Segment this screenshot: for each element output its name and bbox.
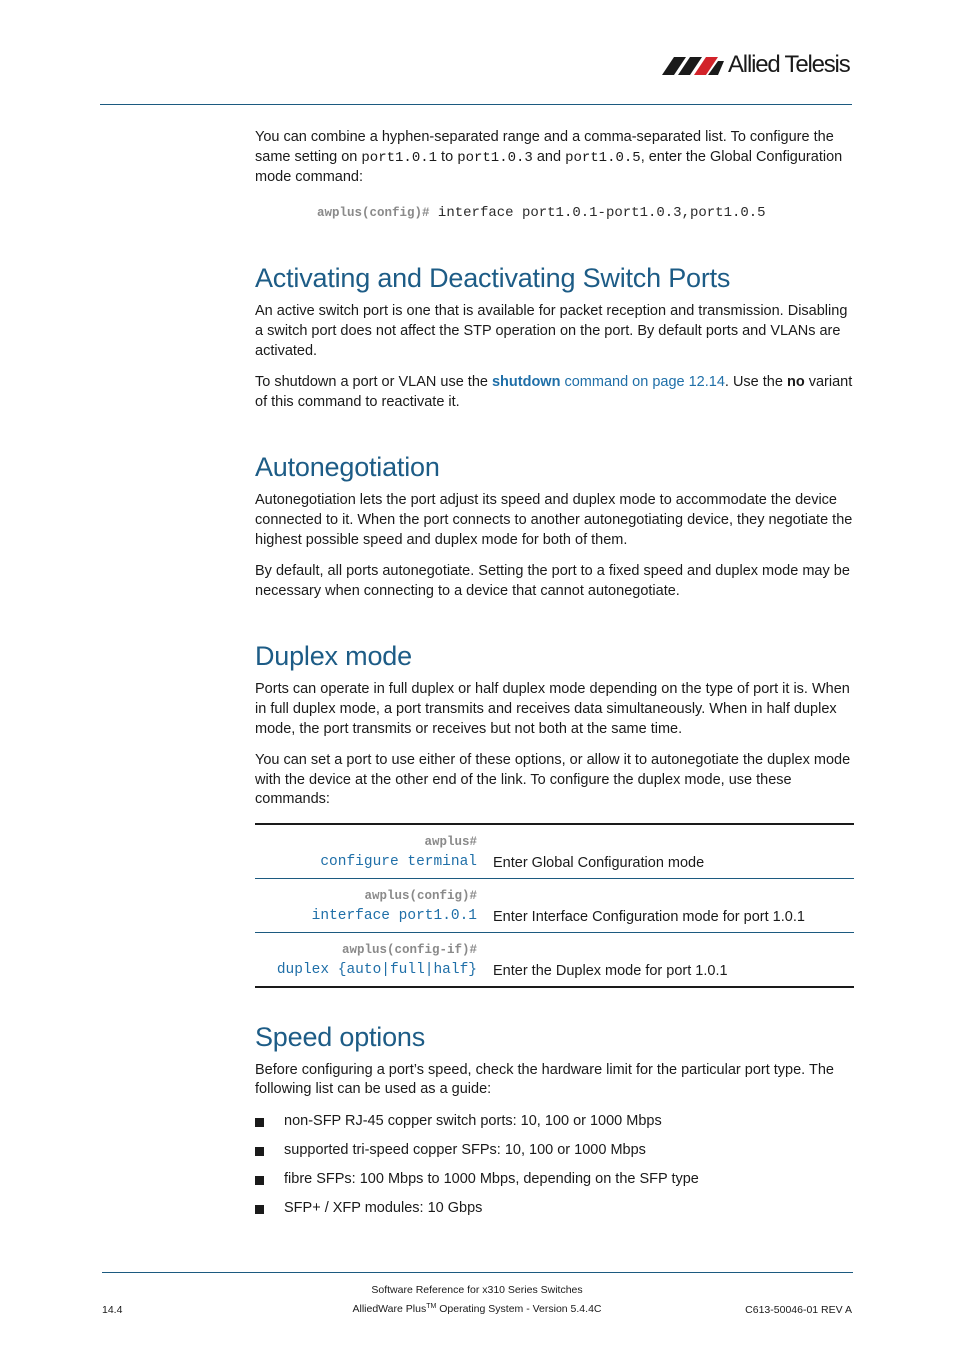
footer-rule [102,1272,853,1273]
command-prompt: awplus(config-if)# [341,942,477,957]
table-row [255,878,854,932]
heading-autonegotiation: Autonegotiation [255,452,440,483]
autoneg-paragraph-2: By default, all ports autonegotiate. Setting the port to a fixed speed and duplex mode may be necessary when connecting to a device that cannot autonegotiate. [255,563,850,599]
page-content [255,128,855,1219]
command-keyword: interface port1.0.1 [311,907,477,924]
command-description: Enter Interface Configuration mode for port 1.0.1 [477,878,854,932]
document-id: C613-50046-01 REV A [745,1304,852,1316]
header-rule [100,104,852,105]
shutdown-command-link[interactable]: shutdown command on page 12.14 [491,374,725,391]
command-keyword: duplex {auto|full|half} [276,961,477,978]
command-prompt: awplus# [424,834,477,849]
duplex-paragraph-1: Ports can operate in full duplex or half duplex mode depending on the type of port it is. When in full duplex mode, a port transmits and receives data simultaneously. When in half duplex mode, the port transmits or receives but not both at the same time. [255,681,850,737]
command-description: Enter Global Configuration mode [493,854,705,871]
intro-command [255,204,855,224]
table-row [255,824,854,879]
list-item: SFP+ / XFP modules: 10 Gbps [255,1199,855,1219]
list-item: supported tri-speed copper SFPs: 10, 100 or 1000 Mbps [255,1141,855,1161]
activating-paragraph-2: To shutdown a port or VLAN use the shutdown command on page 12.14. Use the no variant of this command to reactivate it. [255,374,853,410]
list-item: fibre SFPs: 100 Mbps to 1000 Mbps, depending on the SFP type [255,1170,855,1190]
footer-title: Software Reference for x310 Series Switches [371,1284,583,1296]
activating-paragraph-1: An active switch port is one that is available for packet reception and transmission. Disabling a switch port does not affect the STP operation on the port. By default ports and VLANs are activated. [255,303,848,359]
duplex-command-table [255,823,854,988]
allied-telesis-logo [662,50,854,80]
heading-duplex: Duplex mode [255,641,412,672]
logo-text: Allied Telesis [728,51,850,78]
table-row [255,932,854,987]
allied-telesis-logo-icon [662,54,726,76]
speed-list [255,1112,855,1219]
autoneg-paragraph-1: Autonegotiation lets the port adjust its speed and duplex mode to accommodate the device connected to it. When the port connects to another autonegotiating device, they negotiate the highest possible speed and duplex mode for both of them. [255,492,853,548]
command-text: interface port1.0.1-port1.0.3,port1.0.5 [429,204,766,221]
command-keyword: configure terminal [320,853,477,870]
command-description: Enter the Duplex mode for port 1.0.1 [477,932,854,987]
heading-activating: Activating and Deactivating Switch Ports [255,263,731,294]
duplex-paragraph-2: You can set a port to use either of these options, or allow it to autonegotiate the duplex mode with the device at the other end of the link. To configure the duplex mode, use these commands: [255,752,851,808]
list-item: non-SFP RJ-45 copper switch ports: 10, 100 or 1000 Mbps [255,1112,855,1132]
command-prompt: awplus(config)# [364,888,477,903]
footer-system: AlliedWare Plus™ Operating System - Version 5.4.4C [352,1303,602,1315]
intro-paragraph: You can combine a hyphen-separated range and a comma-separated list. To configure the same setting on port1.0.1 to port1.0.3 and port1.0.5, enter the Global Configuration mode command: [255,129,843,186]
page-number: 14.4 [102,1304,123,1316]
command-prompt: awplus(config)# [317,205,430,220]
heading-speed: Speed options [255,1021,426,1052]
speed-paragraph-1: Before configuring a port’s speed, check the hardware limit for the particular port type. The following list can be used as a guide: [255,1061,834,1098]
